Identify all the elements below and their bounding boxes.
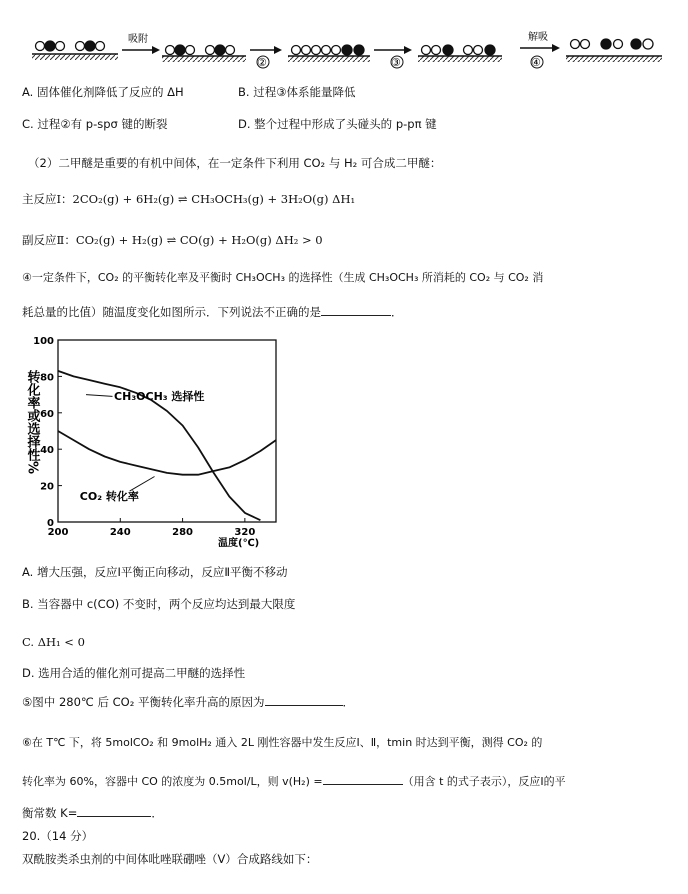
side-reaction: 副反应Ⅱ：CO₂(g) + H₂(g) ⇌ CO(g) + H₂O(g) ΔH₂ > 0 <box>22 233 323 247</box>
y-tick-label: 80 <box>40 372 54 384</box>
sub4-line-1: ④一定条件下，CO₂ 的平衡转化率及平衡时 CH₃OCH₃ 的选择性（生成 CH₃OCH₃ 所消耗的 CO₂ 与 CO₂ 消 <box>22 271 544 284</box>
sub6-line-2-text-b: （用含 t 的式子表示），反应Ⅰ的平 <box>402 775 566 788</box>
y-tick-label: 0 <box>47 518 54 529</box>
y-tick-label: 100 <box>33 336 54 347</box>
q2-option-c: C. ΔH₁ < 0 <box>22 635 85 649</box>
q1-option-d: D. 整个过程中形成了头碰头的 p-pπ 键 <box>238 117 437 131</box>
answer-blank-6a[interactable] <box>323 773 403 785</box>
sub5 <box>22 694 354 710</box>
q20-header: 20.（14 分） <box>22 829 94 843</box>
x-tick-label: 200 <box>47 527 69 538</box>
main-reaction: 主反应Ⅰ：2CO₂(g) + 6H₂(g) ⇌ CH₃OCH₃(g) + 3H₂O(g) ΔH₁ <box>22 192 356 206</box>
catalyst-surface-2 <box>162 56 246 62</box>
sub4-period: ． <box>391 305 403 319</box>
q1-option-c: C. 过程②有 p-spσ 键的断裂 <box>22 117 168 131</box>
molecule-group-2 <box>166 45 235 55</box>
series-label-conversion: CO₂ 转化率 <box>79 490 139 504</box>
series-line-1 <box>58 431 276 475</box>
x-tick-label: 240 <box>109 527 131 538</box>
label-step-3: ③ <box>391 56 401 69</box>
answer-blank-4[interactable] <box>321 304 391 316</box>
molecule-group-4 <box>422 45 496 55</box>
x-axis-label: 温度(℃) <box>218 538 260 549</box>
answer-blank-6b[interactable] <box>77 805 151 817</box>
conversion-selectivity-chart <box>10 330 310 555</box>
label-step-2: ② <box>257 56 267 69</box>
label-desorb: 解吸 <box>528 32 548 43</box>
sub5-period: ． <box>342 695 354 709</box>
leader-line-conversion <box>130 477 155 492</box>
sub6-line-1: ⑥在 T℃ 下，将 5molCO₂ 和 9molH₂ 通入 2L 刚性容器中发生反应Ⅰ、Ⅱ，tmin 时达到平衡，测得 CO₂ 的 <box>22 736 543 749</box>
sub6-line-3 <box>22 805 163 821</box>
x-tick-label: 320 <box>234 527 256 538</box>
molecule-group-5 <box>571 39 654 49</box>
molecule-group-1 <box>36 41 105 51</box>
series-label-selectivity: CH₃OCH₃ 选择性 <box>114 390 205 404</box>
q2-option-a: A. 增大压强，反应Ⅰ平衡正向移动，反应Ⅱ平衡不移动 <box>22 565 288 579</box>
leader-line-selectivity <box>86 395 112 397</box>
sub6-line-3-text: 衡常数 K= <box>22 806 78 820</box>
q2-intro: （2）二甲醚是重要的有机中间体，在一定条件下利用 CO₂ 与 H₂ 可合成二甲醚： <box>28 156 442 170</box>
q2-option-d: D. 选用合适的催化剂可提高二甲醚的选择性 <box>22 666 246 680</box>
catalyst-surface-3 <box>288 56 370 62</box>
mechanism-diagram <box>0 0 688 78</box>
y-tick-label: 20 <box>40 481 54 493</box>
sub6-line-2-text-a: 转化率为 60%，容器中 CO 的浓度为 0.5mol/L，则 v(H₂) = <box>22 775 323 788</box>
y-axis-label: 转化率或选择性% <box>24 370 40 475</box>
sub4-line-2-text: 耗总量的比值）随温度变化如图所示．下列说法不正确的是 <box>22 305 321 319</box>
label-step-4: ④ <box>531 56 541 69</box>
x-tick-label: 280 <box>172 527 194 538</box>
catalyst-surface-1 <box>32 54 118 60</box>
sub4-line-2 <box>22 304 403 320</box>
q2-option-b: B. 当容器中 c(CO) 不变时，两个反应均达到最大限度 <box>22 597 296 611</box>
label-adsorb: 吸附 <box>128 34 148 45</box>
q1-option-b: B. 过程③体系能量降低 <box>238 85 356 99</box>
q1-option-a: A. 固体催化剂降低了反应的 ΔH <box>22 85 184 99</box>
answer-blank-5[interactable] <box>265 694 343 706</box>
q20-intro: 双酰胺类杀虫剂的中间体吡唑联硼唑（V）合成路线如下： <box>22 852 318 866</box>
sub5-text: ⑤图中 280℃ 后 CO₂ 平衡转化率升高的原因为 <box>22 695 265 709</box>
catalyst-surface-5 <box>566 56 662 62</box>
sub6-period: ． <box>151 806 163 820</box>
catalyst-surface-4 <box>418 56 502 62</box>
sub6-line-2 <box>22 773 566 790</box>
y-tick-label: 40 <box>40 445 54 457</box>
y-tick-label: 60 <box>40 408 54 420</box>
molecule-group-3 <box>292 45 365 55</box>
